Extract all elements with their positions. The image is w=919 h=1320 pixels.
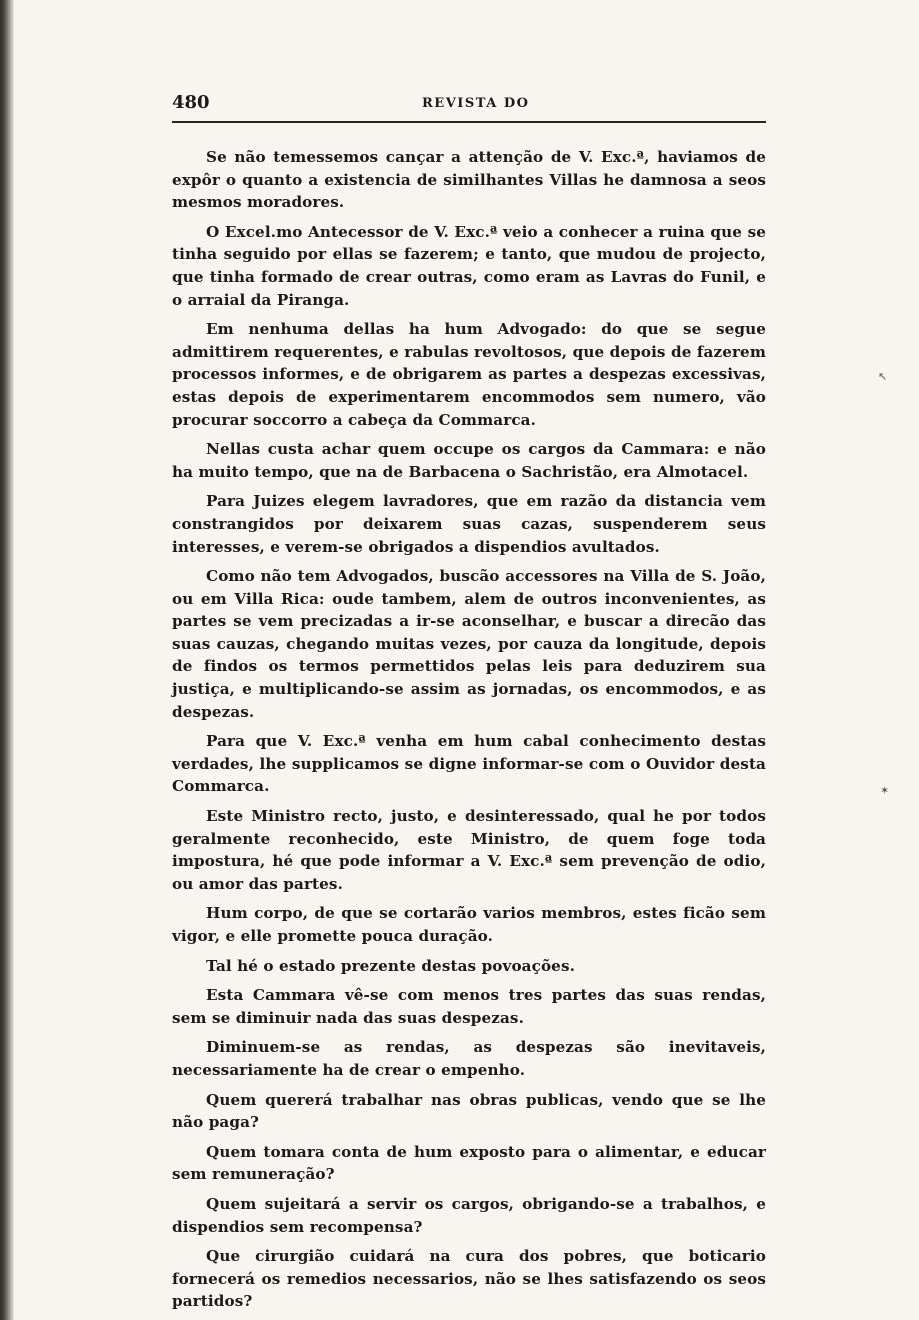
paragraph: Nellas custa achar quem occupe os cargos da Cammara: e não ha muito tempo, que na de Barbacena o Sachristão, era Almotacel. <box>172 440 766 481</box>
paragraph: Como não tem Advogados, buscão accessores na Villa de S. João, ou em Villa Rica: oude tambem, alem de outros inconvenientes, as partes se vem precizadas a ir-se aconselhar, e buscar a direcão das suas cauzas, chegando muitas vezes, por cauza da longitude, depois de findos os termos permettidos pelas leis para deduzirem sua justiça, e multiplicando-se assim as jornadas, os encommodos, e as despezas. <box>172 567 766 721</box>
paragraph: Quem quererá trabalhar nas obras publicas, vendo que se lhe não paga? <box>172 1090 766 1132</box>
margin-mark: ✶ <box>880 784 890 797</box>
paragraph: Este Ministro recto, justo, e desinteressado, qual he por todos geralmente reconhecido, este Ministro, de quem foge toda impostura, hé que pode informar a V. Exc.ª sem prevenção de odio, ou amor das partes. <box>172 807 766 893</box>
paragraph: Quem tomara conta de hum exposto para o alimentar, e educar sem remuneração? <box>172 1142 766 1184</box>
paragraph: Para Juizes elegem lavradores, que em razão da distancia vem constrangidos por deixarem suas cazas, suspenderem seus interesses, e verem-se obrigados a dispendios avultados. <box>172 492 766 556</box>
paragraph: Quem sujeitará a servir os cargos, obrigando-se a trabalhos, e dispendios sem recompensa? <box>172 1194 766 1236</box>
running-head: REVISTA DO <box>422 96 530 111</box>
paragraph: O Excel.mo Antecessor de V. Exc.ª veio a conhecer a ruina que se tinha seguido por ellas se fazerem; e tanto, que mudou de projecto, que tinha formado de crear outras, como eram as Lavras do Funil, e o arraial da Piranga. <box>172 222 766 309</box>
body-text <box>172 146 766 1320</box>
paragraph: Que cirurgião cuidará na cura dos pobres, que boticario fornecerá os remedios necessarios, não se lhes satisfazendo os seos partidos? <box>172 1247 766 1311</box>
paragraph: Esta Cammara vê-se com menos tres partes das suas rendas, sem se diminuir nada das suas despezas. <box>172 986 766 1027</box>
header-rule <box>172 121 766 123</box>
page-number: 480 <box>172 92 210 113</box>
paragraph: Em nenhuma dellas ha hum Advogado: do que se segue admittirem requerentes, e rabulas revoltosos, que depois de fazerem processos informes, e de obrigarem as partes a despezas excessivas, estas depois de experimentarem encommodos sem numero, vão procurar soccorro a cabeça da Commarca. <box>172 320 766 429</box>
paragraph: Para que V. Exc.ª venha em hum cabal conhecimento destas verdades, lhe supplicamos se digne informar-se com o Ouvidor desta Commarca. <box>172 732 766 796</box>
page-header <box>172 92 766 122</box>
margin-mark: ↖ <box>878 370 888 383</box>
paragraph: Tal hé o estado prezente destas povoações. <box>206 956 575 975</box>
page-binding-edge <box>0 0 14 1320</box>
paragraph: Diminuem-se as rendas, as despezas são inevitaveis, necessariamente ha de crear o empenho. <box>172 1038 766 1079</box>
paragraph: Hum corpo, de que se cortarão varios membros, estes ficão sem vigor, e elle promette pouca duração. <box>172 904 766 945</box>
paragraph: Se não temessemos cançar a attenção de V. Exc.ª, haviamos de expôr o quanto a existencia de similhantes Villas he damnosa a seos mesmos moradores. <box>172 148 766 212</box>
